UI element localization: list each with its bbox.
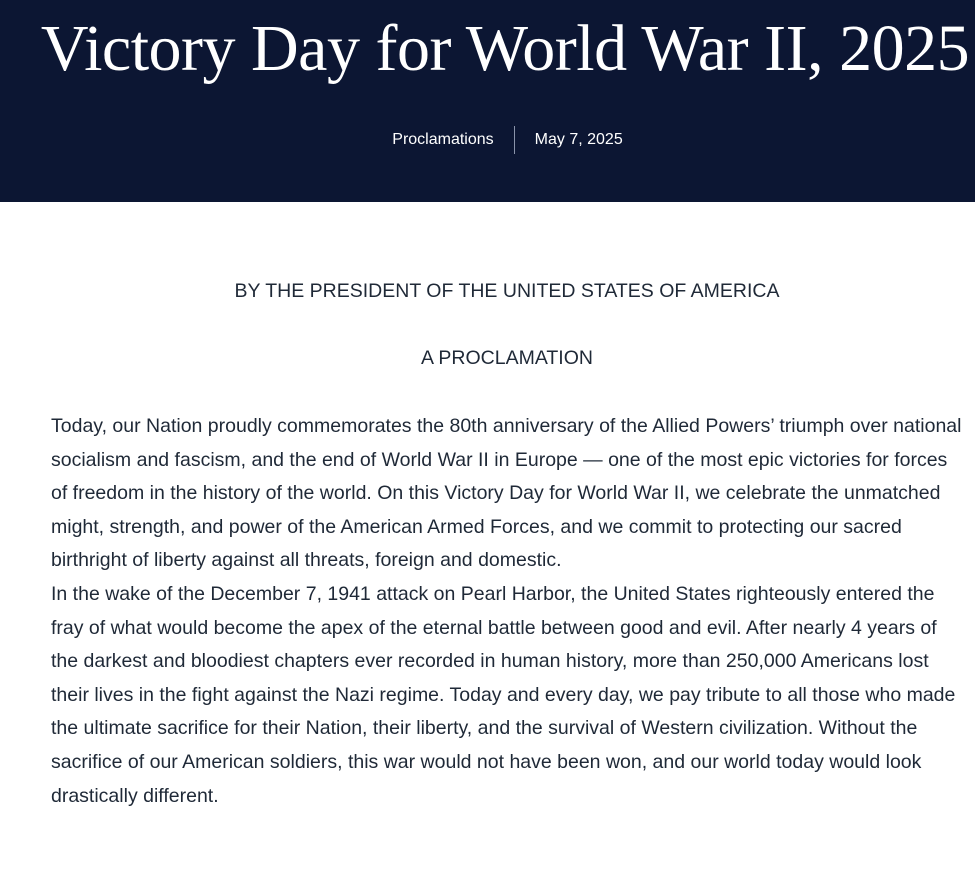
post-meta [0,126,975,154]
category-link[interactable]: Proclamations [392,131,494,148]
post-date: May 7, 2025 [534,131,623,148]
proclamation-body [51,410,963,813]
paragraph-2: In the wake of the December 7, 1941 attack on Pearl Harbor, the United States righteously entered the fray of what would become the apex of the eternal battle between good and evil. After nearly 4 years of the darkest and bloodiest chapters ever recorded in human history, more than 250,000 Americans lost their lives in the fight against the Nazi regime. Today and every day, we pay tribute to all those who made the ultimate sacrifice for their Nation, their liberty, and the survival of Western civilization. Without the sacrifice of our American soldiers, this war would not have been won, and our world today would look drastically different. [51,582,956,807]
page-title: Victory Day for World War II, 2025 [40,12,970,85]
proclamation-heading: A PROCLAMATION [421,347,593,369]
page-hero [0,0,975,202]
paragraph-1: Today, our Nation proudly commemorates the 80th anniversary of the Allied Powers’ triumph over national socialism and fascism, and the end of World War II in Europe — one of the most epic victories for forces of freedom in the history of the world. On this Victory Day for World War II, we celebrate the unmatched might, strength, and power of the American Armed Forces, and we commit to protecting our sacred birthright of liberty against all threats, foreign and domestic. [51,415,962,572]
byline: BY THE PRESIDENT OF THE UNITED STATES OF AMERICA [234,280,780,302]
meta-divider [514,126,515,154]
